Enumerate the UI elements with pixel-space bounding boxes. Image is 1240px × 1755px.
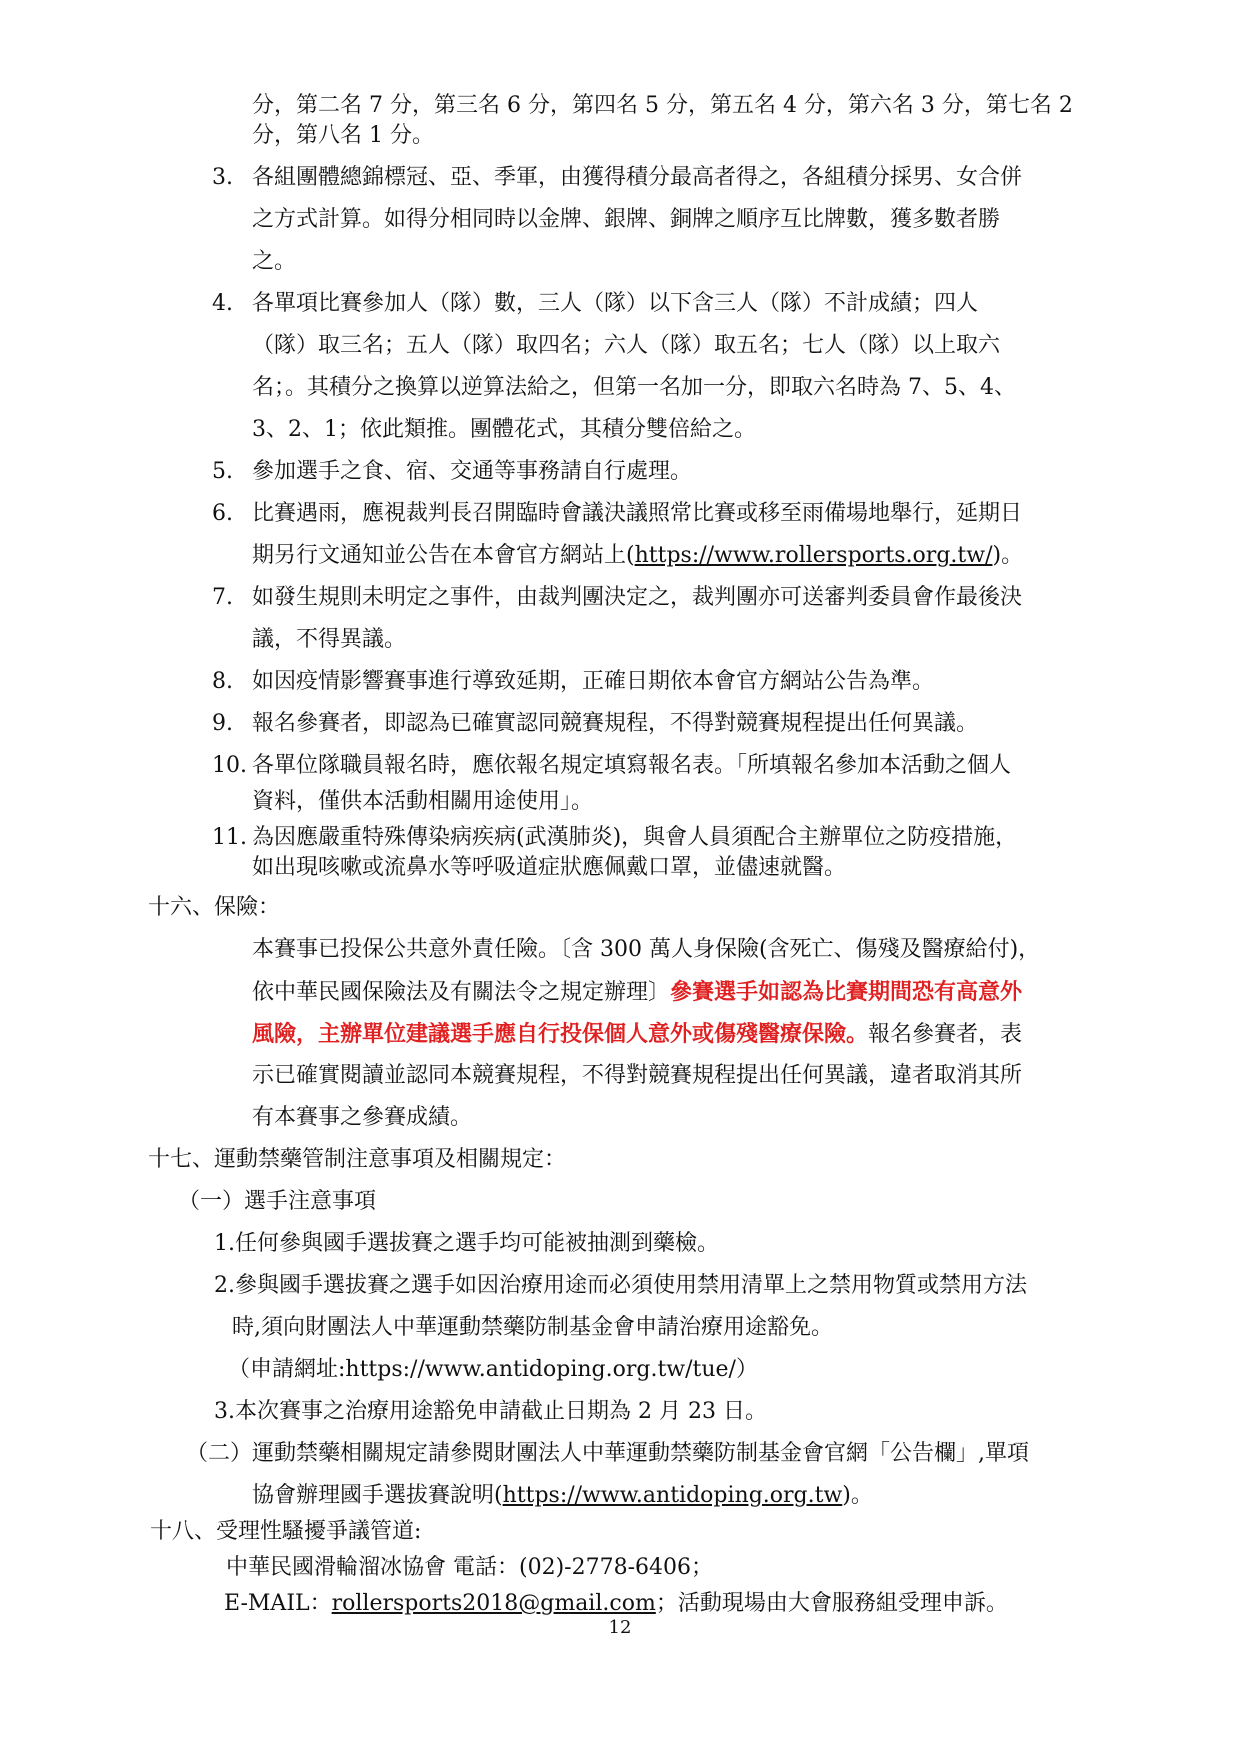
section-16-line-2: 依中華民國保險法及有關法令之規定辦理〕參賽選手如認為比賽期間恐有高意外 — [252, 979, 1023, 1005]
item-11-line-1: 為因應嚴重特殊傳染病疾病(武漢肺炎)，與會人員須配合主辦單位之防疫措施， — [252, 825, 1018, 850]
section-16-line-4: 示已確實閱讀並認同本競賽規程，不得對競賽規程提出任何異議，違者取消其所 — [252, 1063, 1023, 1088]
item-10-line-2: 資料，僅供本活動相關用途使用」。 — [252, 789, 594, 814]
item-5-number: 5. — [212, 459, 233, 484]
item-10-line-1: 各單位隊職員報名時，應依報名規定填寫報名表。「所填報名參加本活動之個人 — [252, 753, 1012, 778]
item-9-line-1: 報名參賽者，即認為已確實認同競賽規程，不得對競賽規程提出任何異議。 — [252, 711, 979, 736]
antidoping-link[interactable]: https://www.antidoping.org.tw — [502, 1483, 843, 1508]
item-3-line-3: 之。 — [252, 249, 297, 274]
item-11-number: 11. — [212, 825, 247, 850]
insurance-warning-part-2: 風險，主辦單位建議選手應自行投保個人意外或傷殘醫療保險。 — [252, 1021, 869, 1047]
item-7-line-1: 如發生規則未明定之事件，由裁判團決定之，裁判團亦可送審判委員會作最後決 — [252, 585, 1023, 610]
section-18-email-line: E-MAIL：rollersports2018@gmail.com；活動現場由大會服務組受理申訴。 — [224, 1591, 1008, 1616]
continuation-line-1: 分，第二名 7 分，第三名 6 分，第四名 5 分，第五名 4 分，第六名 3 分，第七名 2 — [252, 93, 1073, 118]
section-16-heading: 十六、保險： — [148, 895, 281, 920]
item-4-number: 4. — [212, 291, 233, 316]
item-11-line-2: 如出現咳嗽或流鼻水等呼吸道症狀應佩戴口罩，並儘速就醫。 — [252, 855, 847, 880]
item-7-line-2: 議，不得異議。 — [252, 627, 407, 652]
section-17-point-3: 3.本次賽事之治療用途豁免申請截止日期為 2 月 23 日。 — [214, 1399, 767, 1424]
item-9-number: 9. — [212, 711, 233, 736]
website-link[interactable]: https://www.rollersports.org.tw/ — [634, 543, 993, 568]
item-4-line-1: 各單項比賽參加人（隊）數，三人（隊）以下含三人（隊）不計成績；四人 — [252, 291, 979, 316]
section-17-sub-1: （一）選手注意事項 — [178, 1189, 377, 1214]
section-17-point-2-line-1: 2.參與國手選拔賽之選手如因治療用途而必須使用禁用清單上之禁用物質或禁用方法 — [214, 1273, 1027, 1298]
item-4-line-2: （隊）取三名；五人（隊）取四名；六人（隊）取五名；七人（隊）以上取六 — [252, 333, 1001, 358]
item-6-line-1: 比賽遇雨，應視裁判長召開臨時會議決議照常比賽或移至雨備場地舉行，延期日 — [252, 501, 1023, 526]
item-8-line-1: 如因疫情影響賽事進行導致延期，正確日期依本會官方網站公告為準。 — [252, 669, 935, 694]
item-5-line-1: 參加選手之食、宿、交通等事務請自行處理。 — [252, 459, 693, 484]
section-16-line-1: 本賽事已投保公共意外責任險。〔含 300 萬人身保險(含死亡、傷殘及醫療給付)， — [252, 937, 1041, 962]
item-4-line-4: 3、2、1；依此類推。團體花式，其積分雙倍給之。 — [252, 417, 756, 442]
item-3-line-1: 各組團體總錦標冠、亞、季軍，由獲得積分最高者得之，各組積分採男、女合併 — [252, 165, 1023, 190]
section-16-line-5: 有本賽事之參賽成績。 — [252, 1105, 473, 1130]
item-6-line-2: 期另行文通知並公告在本會官方網站上(https://www.rollersports.org.tw/)。 — [252, 543, 1024, 568]
section-17-point-2-line-2: 時,須向財團法人中華運動禁藥防制基金會申請治療用途豁免。 — [232, 1315, 833, 1340]
item-8-number: 8. — [212, 669, 233, 694]
section-17-sub-2-line-2: 協會辦理國手選拔賽說明(https://www.antidoping.org.tw)。 — [252, 1483, 873, 1508]
item-7-number: 7. — [212, 585, 233, 610]
section-18-heading: 十八、受理性騷擾爭議管道: — [150, 1519, 422, 1544]
section-17-sub-2-line-1: （二）運動禁藥相關規定請參閱財團法人中華運動禁藥防制基金會官網「公告欄」,單項 — [186, 1441, 1029, 1466]
item-3-line-2: 之方式計算。如得分相同時以金牌、銀牌、銅牌之順序互比牌數，獲多數者勝 — [252, 207, 1001, 232]
section-17-point-2-url: （申請網址:https://www.antidoping.org.tw/tue/） — [228, 1357, 758, 1382]
section-18-phone: 中華民國滑輪溜冰協會 電話：(02)-2778-6406； — [226, 1555, 713, 1580]
item-4-line-3: 名；。其積分之換算以逆算法給之，但第一名加一分，即取六名時為 7、5、4、 — [252, 375, 1016, 400]
section-17-heading: 十七、運動禁藥管制注意事項及相關規定： — [148, 1147, 567, 1172]
email-link[interactable]: rollersports2018@gmail.com — [331, 1591, 656, 1616]
section-16-line-3: 風險，主辦單位建議選手應自行投保個人意外或傷殘醫療保險。報名參賽者，表 — [252, 1021, 1023, 1047]
item-3-number: 3. — [212, 165, 233, 190]
section-17-point-1: 1.任何參與國手選拔賽之選手均可能被抽測到藥檢。 — [214, 1231, 719, 1256]
insurance-warning-part-1: 參賽選手如認為比賽期間恐有高意外 — [670, 979, 1023, 1005]
item-6-number: 6. — [212, 501, 233, 526]
item-10-number: 10. — [212, 753, 247, 778]
continuation-line-2: 分，第八名 1 分。 — [252, 123, 434, 148]
page-number: 12 — [608, 1617, 632, 1638]
